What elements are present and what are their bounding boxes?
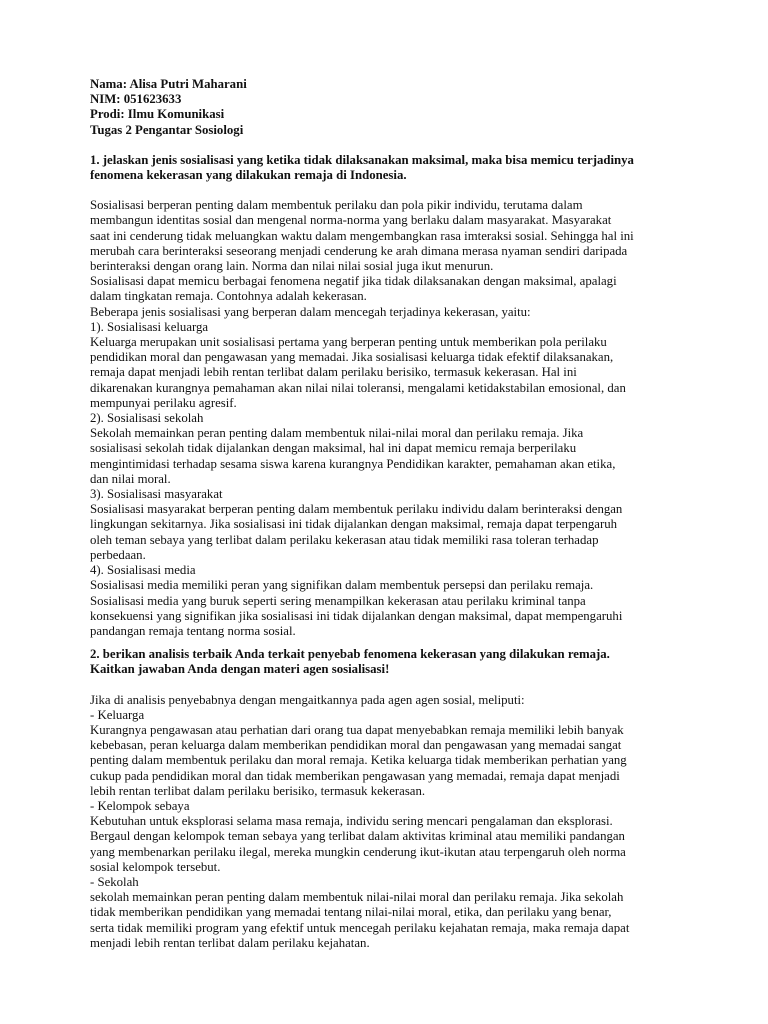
answer-line: - Kelompok sebaya (90, 798, 190, 813)
answer-line: yang membenarkan perilaku ilegal, mereka mungkin cenderung ikut-ikutan atau terpengaruh oleh norma (90, 844, 626, 859)
question-2 (90, 647, 688, 677)
answer-line: mengintimidasi terhadap sesama siswa karena kurangnya Pendidikan karakter, pemahaman akan etika, (90, 456, 616, 471)
answer-line: serta tidak memiliki program yang efektif untuk mencegah perilaku kejahatan remaja, maka remaja dapat (90, 920, 630, 935)
answer-line: 3). Sosialisasi masyarakat (90, 487, 223, 502)
answer-line: Sekolah memainkan peran penting dalam membentuk nilai-nilai moral dan perilaku remaja. Jika (90, 426, 584, 441)
spacer (90, 138, 688, 153)
answer-line: 1). Sosialisasi keluarga (90, 319, 209, 334)
answer-line: Sosialisasi media yang buruk seperti sering menampilkan kekerasan atau perilaku kriminal tanpa (90, 593, 586, 608)
answer-line: penting dalam membentuk perilaku dan moral remaja. Ketika keluarga tidak memberikan perhatian yang (90, 753, 627, 768)
answer-line: lingkungan sekitarnya. Jika sosialisasi ini tidak dijalankan dengan maksimal, remaja dapat terpengaruh (90, 517, 618, 532)
answer-line: tidak memberikan pendidikan yang memadai tentang nilai-nilai moral, etika, dan perilaku yang benar, (90, 905, 612, 920)
answer-line: mempunyai perilaku agresif. (90, 395, 237, 410)
answer-line: Keluarga merupakan unit sosialisasi pertama yang berperan penting untuk memberikan pola perilaku (90, 335, 607, 350)
spacer (90, 183, 688, 198)
header-block (90, 77, 688, 138)
answer-line: dan nilai moral. (90, 471, 171, 486)
answer-line: Beberapa jenis sosialisasi yang berperan dalam mencegah terjadinya kekerasan, yaitu: (90, 304, 531, 319)
question-line: fenomena kekerasan yang dilakukan remaja di Indonesia. (90, 168, 407, 183)
answer-line: Sosialisasi masyarakat berperan penting dalam membentuk perilaku individu dalam berinteraksi dengan (90, 502, 623, 517)
spacer (90, 639, 688, 647)
answer-line: dikarenakan kurangnya pemahaman akan nilai nilai toleransi, mengalami ketidakstabilan emosional, dan (90, 380, 626, 395)
answer-line: Jika di analisis penyebabnya dengan mengaitkannya pada agen agen sosial, meliputi: (90, 692, 525, 707)
answer-line: - Sekolah (90, 874, 139, 889)
answer-line: dalam tingkatan remaja. Contohnya adalah kekerasan. (90, 289, 367, 304)
answer-line: cukup pada pendidikan moral dan tidak memberikan pengawasan yang memadai, remaja dapat menjadi (90, 768, 620, 783)
question-line: 2. berikan analisis terbaik Anda terkait penyebab fenomena kekerasan yang dilakukan remaja. (90, 647, 610, 662)
study-program: Prodi: Ilmu Komunikasi (90, 107, 225, 122)
answer-line: sosial kelompok tersebut. (90, 859, 221, 874)
answer-line: - Keluarga (90, 707, 145, 722)
answer-line: membangun identitas sosial dan mengenal norma-norma yang berlaku dalam masyarakat. Masyarakat (90, 213, 612, 228)
answer-line: perbedaan. (90, 547, 146, 562)
answer-line: kebebasan, peran keluarga dalam memberikan pendidikan moral dan pengawasan yang memadai sangat (90, 738, 622, 753)
answer-1 (90, 198, 688, 639)
answer-line: pendidikan moral dan pengawasan yang memadai. Jika sosialisasi keluarga tidak efektif dilaksanakan, (90, 350, 614, 365)
answer-line: Sosialisasi berperan penting dalam membentuk perilaku dan pola pikir individu, terutama dalam (90, 198, 583, 213)
answer-line: pandangan remaja tentang norma sosial. (90, 623, 296, 638)
answer-line: sosialisasi sekolah tidak dijalankan dengan maksimal, hal ini dapat memicu remaja berperilaku (90, 441, 577, 456)
answer-line: menjadi lebih rentan terlibat dalam perilaku kejahatan. (90, 935, 370, 950)
answer-2 (90, 693, 688, 951)
answer-line: 4). Sosialisasi media (90, 563, 196, 578)
question-line: Kaitkan jawaban Anda dengan materi agen sosialisasi! (90, 662, 390, 677)
answer-line: konsekuensi yang signifikan jika sosialisasi ini tidak dijalankan dengan maksimal, dapat mempengaruhi (90, 608, 623, 623)
question-line: 1. jelaskan jenis sosialisasi yang ketika tidak dilaksanakan maksimal, maka bisa memicu terjadinya (90, 152, 634, 167)
student-name: Nama: Alisa Putri Maharani (90, 77, 247, 91)
answer-line: merubah cara berinteraksi seseorang menjadi cenderung ke arah dimana merasa nyaman sendiri daripada (90, 243, 628, 258)
answer-line: lebih rentan terlibat dalam perilaku berisiko, termasuk kekerasan. (90, 783, 426, 798)
answer-line: Sosialisasi media memiliki peran yang signifikan dalam membentuk persepsi dan perilaku remaja. (90, 578, 594, 593)
answer-line: Kurangnya pengawasan atau perhatian dari orang tua dapat menyebabkan remaja memiliki lebih banyak (90, 722, 624, 737)
assignment-title: Tugas 2 Pengantar Sosiologi (90, 122, 244, 137)
answer-line: Sosialisasi dapat memicu berbagai fenomena negatif jika tidak dilaksanakan dengan maksimal, apalagi (90, 274, 617, 289)
answer-line: Kebutuhan untuk eksplorasi selama masa remaja, individu sering mencari pengalaman dan eksplorasi. (90, 814, 613, 829)
question-1 (90, 153, 688, 183)
answer-line: saat ini cenderung tidak meluangkan waktu dalam mengembangkan rasa imteraksi sosial. Sehingga hal ini (90, 228, 634, 243)
answer-line: sekolah memainkan peran penting dalam membentuk nilai-nilai moral dan perilaku remaja. Jika sekolah (90, 890, 624, 905)
spacer (90, 678, 688, 693)
answer-line: 2). Sosialisasi sekolah (90, 411, 204, 426)
answer-line: remaja dapat menjadi lebih rentan terlibat dalam perilaku berisiko, termasuk kekerasan. Hal ini (90, 365, 577, 380)
student-nim: NIM: 051623633 (90, 92, 182, 107)
answer-line: oleh teman sebaya yang terlibat dalam perilaku kekerasan atau tidak memiliki rasa toleran terhadap (90, 532, 599, 547)
answer-line: berinteraksi dengan orang lain. Norma dan nilai nilai sosial juga ikut menurun. (90, 259, 494, 274)
answer-line: Bergaul dengan kelompok teman sebaya yang terlibat dalam aktivitas kriminal atau memiliki pandangan (90, 829, 625, 844)
